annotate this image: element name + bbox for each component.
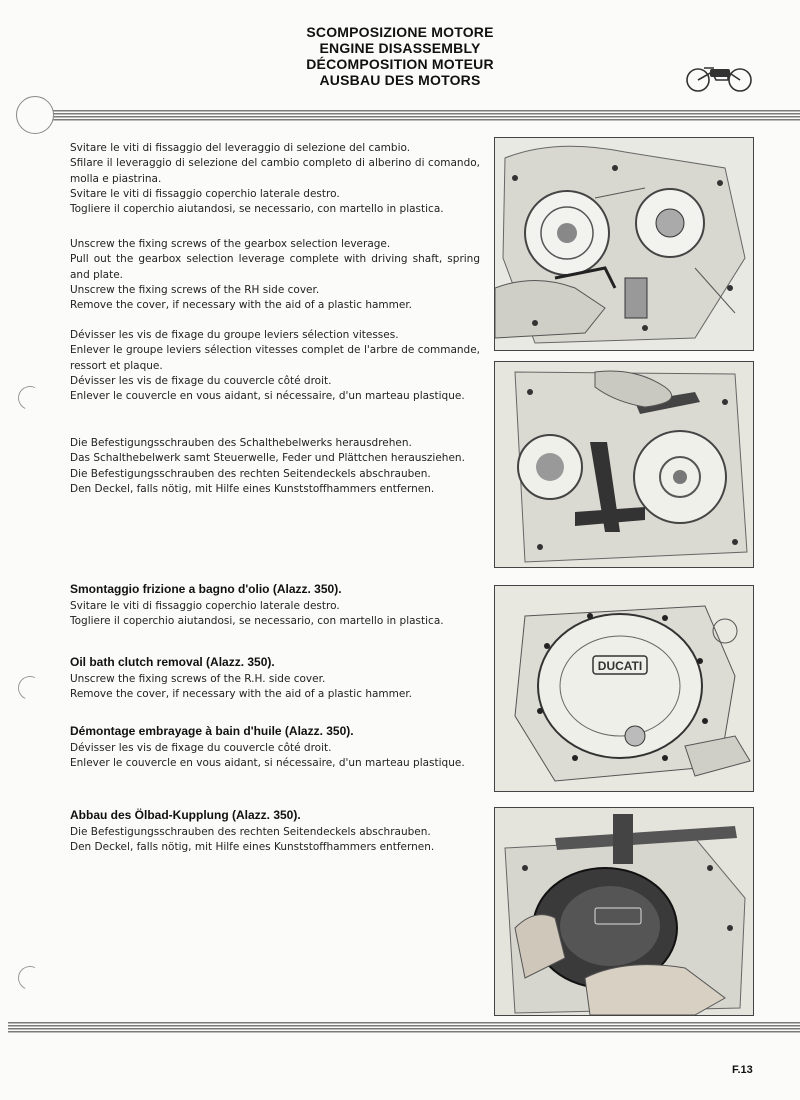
text-line: Dévisser les vis de fixage du couvercle côté droit.	[70, 374, 332, 387]
section-heading: Smontaggio frizione a bagno d'olio (Alazz. 350).	[70, 582, 342, 596]
section2-italian	[70, 582, 480, 630]
footer-divider	[8, 1022, 800, 1034]
binder-hole-mark	[15, 673, 46, 704]
text-line: Unscrew the fixing screws of the gearbox selection leverage.	[70, 238, 391, 250]
text-line: Pull out the gearbox selection leverage complete with driving shaft, spring and plate.	[70, 253, 480, 281]
section-heading: Abbau des Ölbad-Kupplung (Alazz. 350).	[70, 808, 301, 822]
text-line: Enlever le couvercle en vous aidant, si nécessaire, d'un marteau plastique.	[70, 757, 465, 770]
binder-hole-mark	[15, 383, 46, 414]
text-line: Togliere il coperchio aiutandosi, se necessario, con martello in plastica.	[70, 615, 444, 628]
text-line: Unscrew the fixing screws of the RH side cover.	[70, 283, 320, 296]
section-tab-marker	[16, 96, 54, 134]
text-line: Die Befestigungsschrauben des rechten Seitendeckels abschrauben.	[70, 826, 431, 838]
section2-german	[70, 808, 480, 856]
text-line: Remove the cover, if necessary with the aid of a plastic hammer.	[70, 688, 413, 701]
page-title	[0, 24, 800, 88]
text-line: Togliere il coperchio aiutandosi, se necessario, con martello in plastica.	[70, 203, 444, 216]
title-french: DÉCOMPOSITION MOTEUR	[306, 56, 494, 72]
section2-french	[70, 724, 480, 772]
figure-clutch-cover	[494, 585, 754, 792]
text-line: Enlever le groupe leviers sélection vitesses complet de l'arbre de commande, ressort et plaque.	[70, 344, 480, 372]
section-heading: Oil bath clutch removal (Alazz. 350).	[70, 655, 275, 669]
text-line: Dévisser les vis de fixage du groupe leviers sélection vitesses.	[70, 329, 399, 341]
text-line: Das Schalthebelwerk samt Steuerwelle, Feder und Plättchen herausziehen.	[70, 452, 465, 465]
figure-gearbox-leverage	[494, 137, 754, 351]
title-german: AUSBAU DES MOTORS	[319, 72, 481, 88]
text-line: Die Befestigungsschrauben des Schalthebelwerks herausdrehen.	[70, 437, 412, 449]
section1-italian	[70, 141, 480, 217]
figure-leverage-removal	[494, 361, 754, 568]
text-line: Sfilare il leveraggio di selezione del cambio completo di alberino di comando, molla e piastrina.	[70, 157, 480, 185]
section1-french	[70, 328, 480, 404]
figure-hammer-removal	[494, 807, 754, 1016]
text-line: Unscrew the fixing screws of the R.H. side cover.	[70, 673, 326, 685]
page-number: F.13	[732, 1064, 753, 1076]
text-line: Svitare le viti di fissaggio coperchio laterale destro.	[70, 600, 340, 612]
section-heading: Démontage embrayage à bain d'huile (Alazz. 350).	[70, 724, 354, 738]
text-line: Svitare le viti di fissaggio coperchio laterale destro.	[70, 187, 340, 200]
title-english: ENGINE DISASSEMBLY	[319, 40, 481, 56]
text-line: Dévisser les vis de fixage du couvercle côté droit.	[70, 742, 332, 754]
text-line: Den Deckel, falls nötig, mit Hilfe eines Kunststoffhammers entfernen.	[70, 841, 435, 854]
section1-german	[70, 436, 480, 497]
text-line: Die Befestigungsschrauben des rechten Seitendeckels abschrauben.	[70, 467, 431, 480]
section1-english	[70, 237, 480, 313]
ducati-logo: DUCATI	[597, 659, 643, 673]
header-divider	[8, 110, 800, 122]
binder-hole-mark	[15, 963, 46, 994]
title-italian: SCOMPOSIZIONE MOTORE	[306, 24, 494, 40]
motorcycle-icon	[684, 60, 754, 94]
text-line: Den Deckel, falls nötig, mit Hilfe eines Kunststoffhammers entfernen.	[70, 482, 435, 495]
text-line: Remove the cover, if necessary with the aid of a plastic hammer.	[70, 299, 413, 312]
section2-english	[70, 655, 480, 703]
text-line: Enlever le couvercle en vous aidant, si nécessaire, d'un marteau plastique.	[70, 390, 465, 403]
text-line: Svitare le viti di fissaggio del leveraggio di selezione del cambio.	[70, 142, 411, 154]
